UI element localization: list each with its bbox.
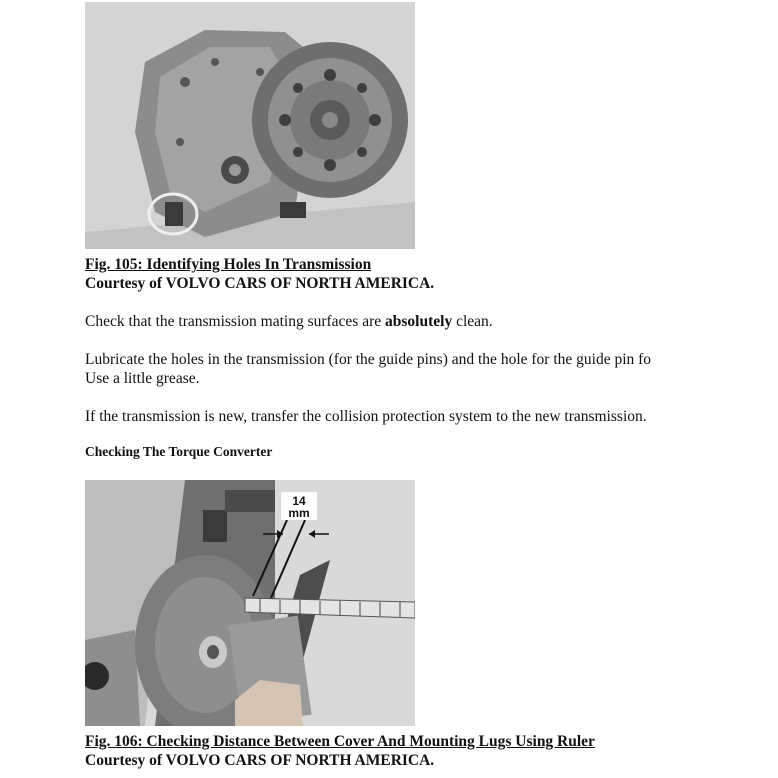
figure-105-label: Fig. 105: Identifying Holes In Transmission [85, 256, 372, 273]
figure-106-caption [85, 732, 595, 770]
torque-converter-illustration [85, 480, 415, 726]
figure-106-label: Fig. 106: Checking Distance Between Cover And Mounting Lugs Using Ruler [85, 733, 595, 750]
section-heading: Checking The Torque Converter [85, 444, 273, 459]
p2-line-1: Lubricate the holes in the transmission (for the guide pins) and the hole for the guide pin fo [85, 351, 652, 368]
p1-text-after: clean. [452, 313, 493, 330]
paragraph-lubricate [85, 350, 699, 388]
measurement-label [281, 495, 317, 519]
p2-line-2: Use a little grease. [85, 370, 200, 387]
torque-converter-photo [85, 480, 415, 726]
transmission-illustration [85, 2, 415, 249]
measurement-value: 14 [292, 494, 306, 508]
paragraph-collision-protection: If the transmission is new, transfer the collision protection system to the new transmission. [85, 408, 647, 425]
p1-emphasis: absolutely [385, 313, 453, 330]
figure-106-credit: Courtesy of VOLVO CARS OF NORTH AMERICA. [85, 752, 435, 769]
p1-text-before: Check that the transmission mating surfaces are [85, 313, 386, 330]
figure-105-caption [85, 255, 434, 293]
paragraph-mating-surfaces [85, 312, 493, 331]
measurement-unit: mm [288, 506, 310, 520]
transmission-photo [85, 2, 415, 249]
figure-105-credit: Courtesy of VOLVO CARS OF NORTH AMERICA. [85, 275, 435, 292]
